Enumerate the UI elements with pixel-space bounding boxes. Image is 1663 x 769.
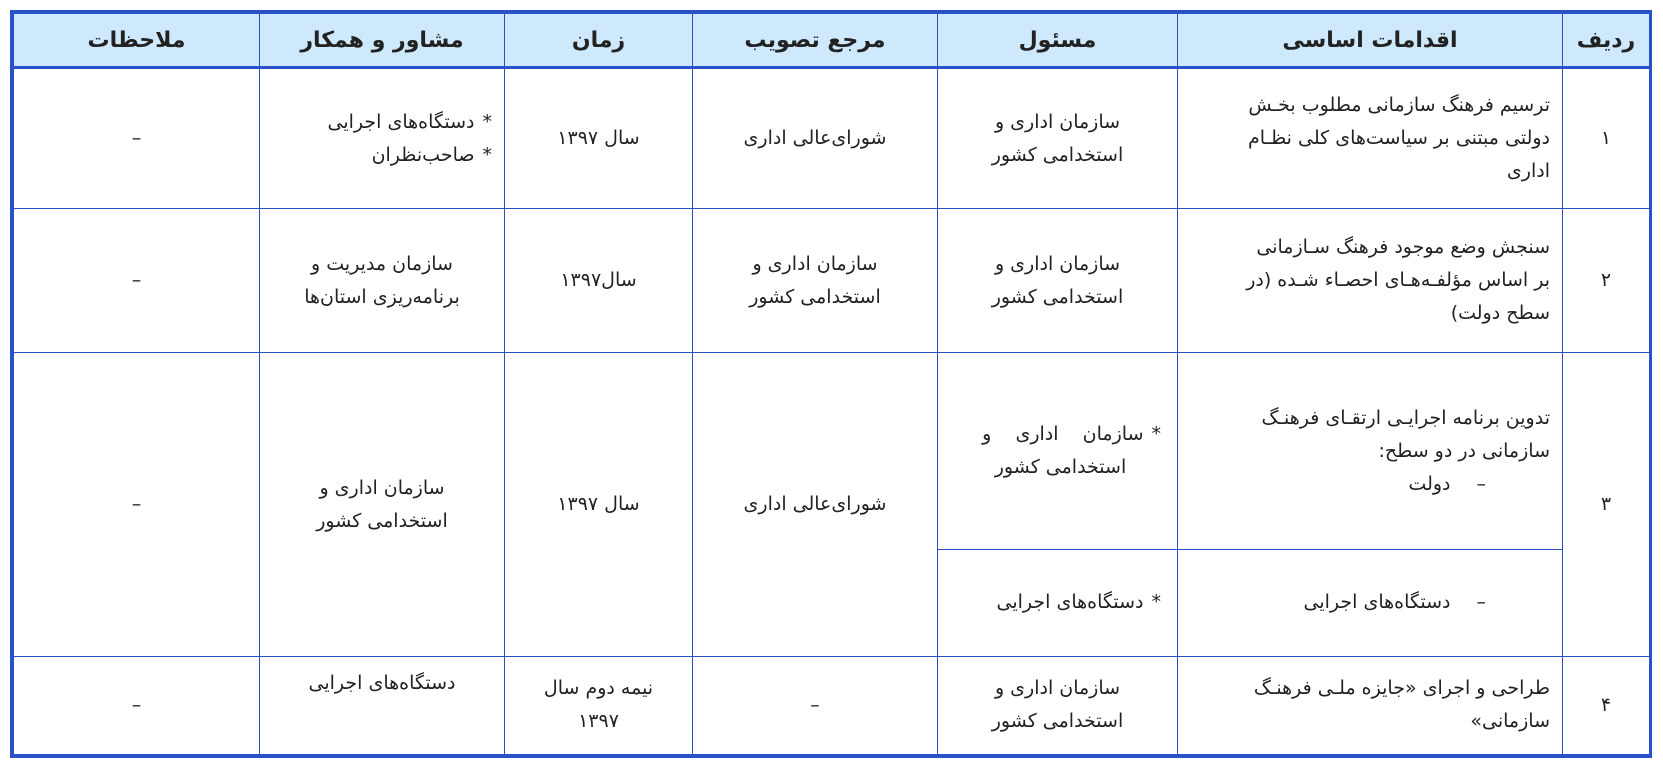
table-row (14, 68, 1650, 209)
row-number: ۴ (1563, 656, 1650, 754)
table-row (14, 353, 1650, 550)
bullet-star: * (1151, 591, 1161, 614)
responsible-cell (938, 656, 1178, 754)
header-action: اقدامات اساسی (1178, 14, 1563, 68)
time-cell: سال ۱۳۹۷ (505, 353, 693, 656)
header-responsible: مسئول (938, 14, 1178, 68)
advisor-cell (260, 209, 505, 353)
responsible-line: سازمان اداری و (994, 110, 1121, 133)
bullet-star: * (482, 110, 492, 133)
approval-cell: – (693, 656, 938, 754)
row-number: ۲ (1563, 209, 1650, 353)
time-line: ۱۳۹۷ (578, 710, 619, 733)
action-line: طراحی و اجرای «جایزه ملـی فرهنـگ (1253, 677, 1550, 700)
bullet-dash: – (1476, 472, 1486, 495)
advisor-item-text: صاحب‌نظران (371, 143, 475, 166)
action-plan-table (13, 13, 1650, 755)
responsible-item (950, 418, 1161, 451)
advisor-line: سازمان اداری و (319, 476, 445, 499)
header-row-number: ردیف (1563, 14, 1650, 68)
table-row (14, 209, 1650, 353)
time-cell: سال۱۳۹۷ (505, 209, 693, 353)
row-number: ۱ (1563, 68, 1650, 209)
notes-cell: – (14, 353, 260, 656)
advisor-item (272, 106, 492, 139)
action-cell (1178, 353, 1563, 550)
row-number: ۳ (1563, 353, 1650, 656)
responsible-cell (938, 353, 1178, 550)
action-cell (1178, 656, 1563, 754)
approval-cell: شورای‌عالی اداری (693, 68, 938, 209)
approval-cell: شورای‌عالی اداری (693, 353, 938, 656)
header-advisor: مشاور و همکار (260, 14, 505, 68)
header-notes: ملاحظات (14, 14, 260, 68)
action-line: تدوین برنامه اجرایـی ارتقـای فرهنـگ (1261, 406, 1550, 429)
bullet-star: * (1151, 423, 1161, 446)
action-line: اداری (1506, 160, 1550, 183)
advisor-item-text: دستگاه‌های اجرایی (327, 110, 475, 133)
action-line: بر اساس مؤلفـه‌هـای احصـاء شـده (در (1246, 269, 1550, 292)
time-line: نیمه دوم سال (543, 677, 654, 700)
time-cell (505, 656, 693, 754)
approval-cell (693, 209, 938, 353)
action-sub-item-text: دولت (1408, 472, 1451, 495)
action-line: سطح دولت) (1450, 302, 1550, 325)
header-approval: مرجع تصویب (693, 14, 938, 68)
action-sub-item-text: دستگاه‌های اجرایی (1303, 591, 1451, 614)
action-line: ترسیم فرهنگ سازمانی مطلوب بخـش (1248, 94, 1550, 117)
action-line: سازمانی در دو سطح: (1378, 439, 1550, 462)
responsible-line: سازمان اداری و (994, 252, 1121, 275)
responsible-cell (938, 209, 1178, 353)
approval-line: سازمان اداری و (752, 252, 878, 275)
responsible-cell (938, 68, 1178, 209)
advisor-line: برنامه‌ریزی استان‌ها (304, 285, 460, 308)
table-row (14, 656, 1650, 754)
action-sub-item (1190, 468, 1550, 501)
approval-line: استخدامی کشور (749, 285, 881, 308)
advisor-line: سازمان مدیریت و (311, 252, 453, 275)
advisor-cell: دستگاه‌های اجرایی (260, 656, 505, 754)
bullet-dash: – (1476, 591, 1486, 614)
action-cell (1178, 550, 1563, 657)
notes-cell: – (14, 656, 260, 754)
advisor-cell (260, 68, 505, 209)
responsible-line: سازمان اداری و (994, 677, 1121, 700)
time-cell: سال ۱۳۹۷ (505, 68, 693, 209)
responsible-cell (938, 550, 1178, 657)
action-line: سنجش وضع موجود فرهنگ سـازمانی (1256, 236, 1550, 259)
action-line: سازمانی» (1470, 710, 1550, 733)
header-row (14, 14, 1650, 68)
responsible-item-text: دستگاه‌های اجرایی (996, 591, 1144, 614)
action-sub-item (1190, 586, 1512, 619)
header-time: زمان (505, 14, 693, 68)
notes-cell: – (14, 209, 260, 353)
action-cell (1178, 209, 1563, 353)
responsible-line: استخدامی کشور (991, 710, 1124, 733)
responsible-item-text: سازمان اداری و (982, 423, 1144, 446)
action-cell (1178, 68, 1563, 209)
responsible-line: استخدامی کشور (991, 285, 1124, 308)
bullet-star: * (482, 143, 492, 166)
action-line: دولتی مبتنی بر سیاست‌های کلی نظـام (1247, 127, 1550, 150)
advisor-item (272, 139, 492, 172)
advisor-cell (260, 353, 505, 656)
responsible-item (950, 586, 1161, 619)
advisor-line: استخدامی کشور (316, 509, 448, 532)
responsible-line: استخدامی کشور (991, 143, 1124, 166)
responsible-line: استخدامی کشور (994, 456, 1127, 479)
notes-cell: – (14, 68, 260, 209)
